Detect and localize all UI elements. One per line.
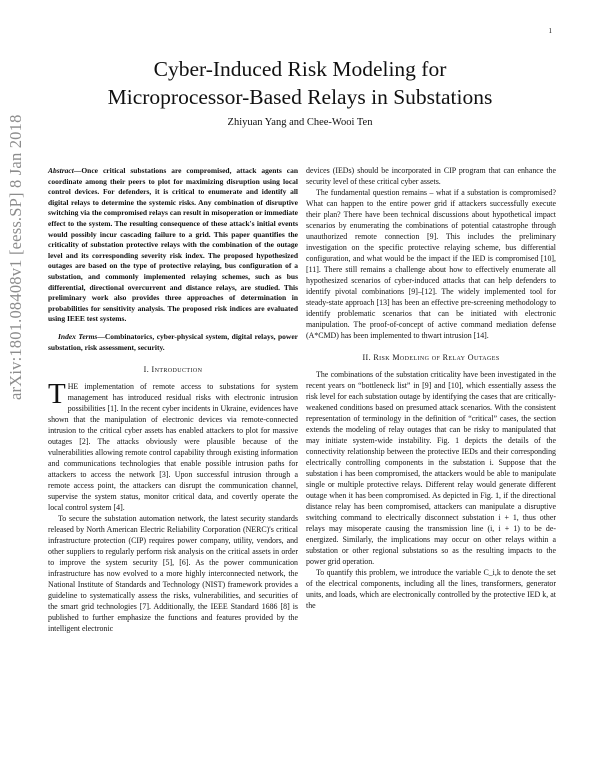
left-column: [48, 166, 298, 634]
intro-paragraph-1: [48, 378, 298, 513]
authors: Zhiyuan Yang and Chee-Wooi Ten: [227, 117, 373, 128]
paper-title: [40, 55, 560, 111]
risk-paragraph-1: The combinations of the substation criticality have been investigated in the recent years on “bottleneck list” in [9] and [10], which essentially assess the risk level for each substation outage by identifying the cases that are critically-weakened conditions based on presumed attack scenarios. With the consistent representation of terminology in the definition of “critical” cases, the section extends the modeling of relay outages that can be risky to manipulated that may initiate system-wide instability. Fig. 1 depicts the details of the connectivity relationship between the protective IEDs and their corresponding electrically controlling components in the substation i. Suppose that the substation i has been compromised, the attackers would be able to manipulate single or multiple protective relays. Different relay would generate different outage when it has been compromised. As depicted in Fig. 1, if the directional distance relay has been compromised, attackers can manipulate a disruptive switching command to electrically disconnect substation i + 1, thus other relays may misoperate causing the transmission line (i, i + 1) to be de-energized. Similarly, the implications may occur on other relays within a substation or other regional substations so as the resulting impacts to the power grid operation.: [306, 370, 556, 566]
index-terms-lead: Index Terms: [58, 331, 98, 341]
index-terms-text: —Combinatorics, cyber-physical system, digital relays, power substation, risk assessment, security.: [48, 331, 299, 352]
arxiv-stamp: arXiv:1801.08408v1 [eess.SP] 8 Jan 2018: [6, 114, 25, 400]
dropcap-letter: T: [48, 378, 66, 411]
index-terms: [48, 332, 298, 353]
abstract: [48, 166, 298, 325]
intro-paragraph-3: devices (IEDs) should be incorporated in CIP program that can enhance the security level of these critical cyber assets.: [306, 166, 556, 186]
intro-paragraph-1-text: HE implementation of remote access to substations for system management has introduced residual risks with electronic intrusion possibilities [1]. In the recent cyber incidents in Ukraine, evidences have shown that the manipulation of electronic devices via remote-connected intrusion to the critical cyber assets has enabled attackers to plot for massive outages [2]. The attacks obviously were plausible because of the vulnerabilities allowing remote control capability through existing information and communications technologies that enable possible intrusion paths for attackers to access the network [3]. Upon successful intrusion through a remote access point, the attackers can disrupt the communication channel, supervise the system status, monitor critical data, and covertly operate the local control system [4].: [48, 382, 298, 513]
right-column: [306, 165, 556, 611]
section-heading-risk-modeling: II. Risk Modeling of Relay Outages: [362, 353, 500, 362]
title-line-1: Cyber-Induced Risk Modeling for: [153, 57, 447, 81]
page-number: 1: [548, 27, 552, 35]
intro-paragraph-2: To secure the substation automation network, the latest security standards released by North American Electric Reliability Corporation (NERC)'s critical infrastructure protection (CIP) requires power company, utility, vendors, and other suppliers to regularly perform risk analysis on the critical assets in order to improve the system security [5], [6]. As the power communication infrastructure has now evolved to a more highly interconnected network, the National Institute of Standards and Technology (NIST) framework provides a guideline to systematically assess the risks, vulnerabilities, and securities of the smart grid technologies [7]. Additionally, the IEEE Standard 1686 [8] is published to further emphasize the functions and features provided by the intelligent electronic: [48, 514, 298, 634]
intro-paragraph-4: The fundamental question remains – what if a substation is compromised? What can happen to the entire power grid if attackers successfully execute their plan? There have been technical discussions about hypothetical impact scenarios by enumerating the combinations of potential catastrophe through unauthorized remote connection [9]. This includes the preliminary investigation on the specific protective relaying scheme, bus differential configuration, and what would be the impact if the IED is compromised [10], [11]. There still remains a challenge about how to effectively enumerate all hypothesized scenarios of cyber-induced attacks that can help defenders to identify pivotal combinations [9]–[12]. The widely implemented tool for steady-state approach [13] has been an effective pre-screening methodology to identify problematic scenarios that can be initiated with electronic manipulation. The proof-of-concept of active command mediation defense (A*CMD) has been implemented to thwart intrusion [14].: [306, 188, 556, 340]
risk-paragraph-2: To quantify this problem, we introduce the variable C_i,k to denote the set of the electrical components, including all the lines, transformers, generator units, and loads, which are electronically controlled by the protective IED k, at the: [306, 568, 556, 610]
abstract-text: —Once critical substations are compromised, attack agents can coordinate among their peers to plot for maximizing disruption using local control devices. For defenders, it is critical to enumerate and identify all digital relays to determine the systemic risks. Any combination of disruptive switching via the compromised relays can result in misoperation or immediate effect to the system. The resulting consequence of these attack's initial events would possibly incur cascading failure to a grid. This paper quantifies the criticality of substation protective relays with the combination of the outage level and its corresponding severity risk index. The proposed hypothesized outages are based on the type of protective relaying, bus configuration of a substation, and commonly implemented relaying schemes, such as bus differential, directional overcurrent and distance relays, are studied. This preliminary work also provides three approaches of determination in probabilities for sensitivity analysis. The proposed risk indices are evaluated using IEEE test systems.: [48, 166, 298, 324]
abstract-lead: Abstract: [48, 166, 74, 175]
section-heading-introduction: I. Introduction: [143, 365, 203, 375]
title-line-2: Microprocessor-Based Relays in Substations: [107, 85, 493, 109]
